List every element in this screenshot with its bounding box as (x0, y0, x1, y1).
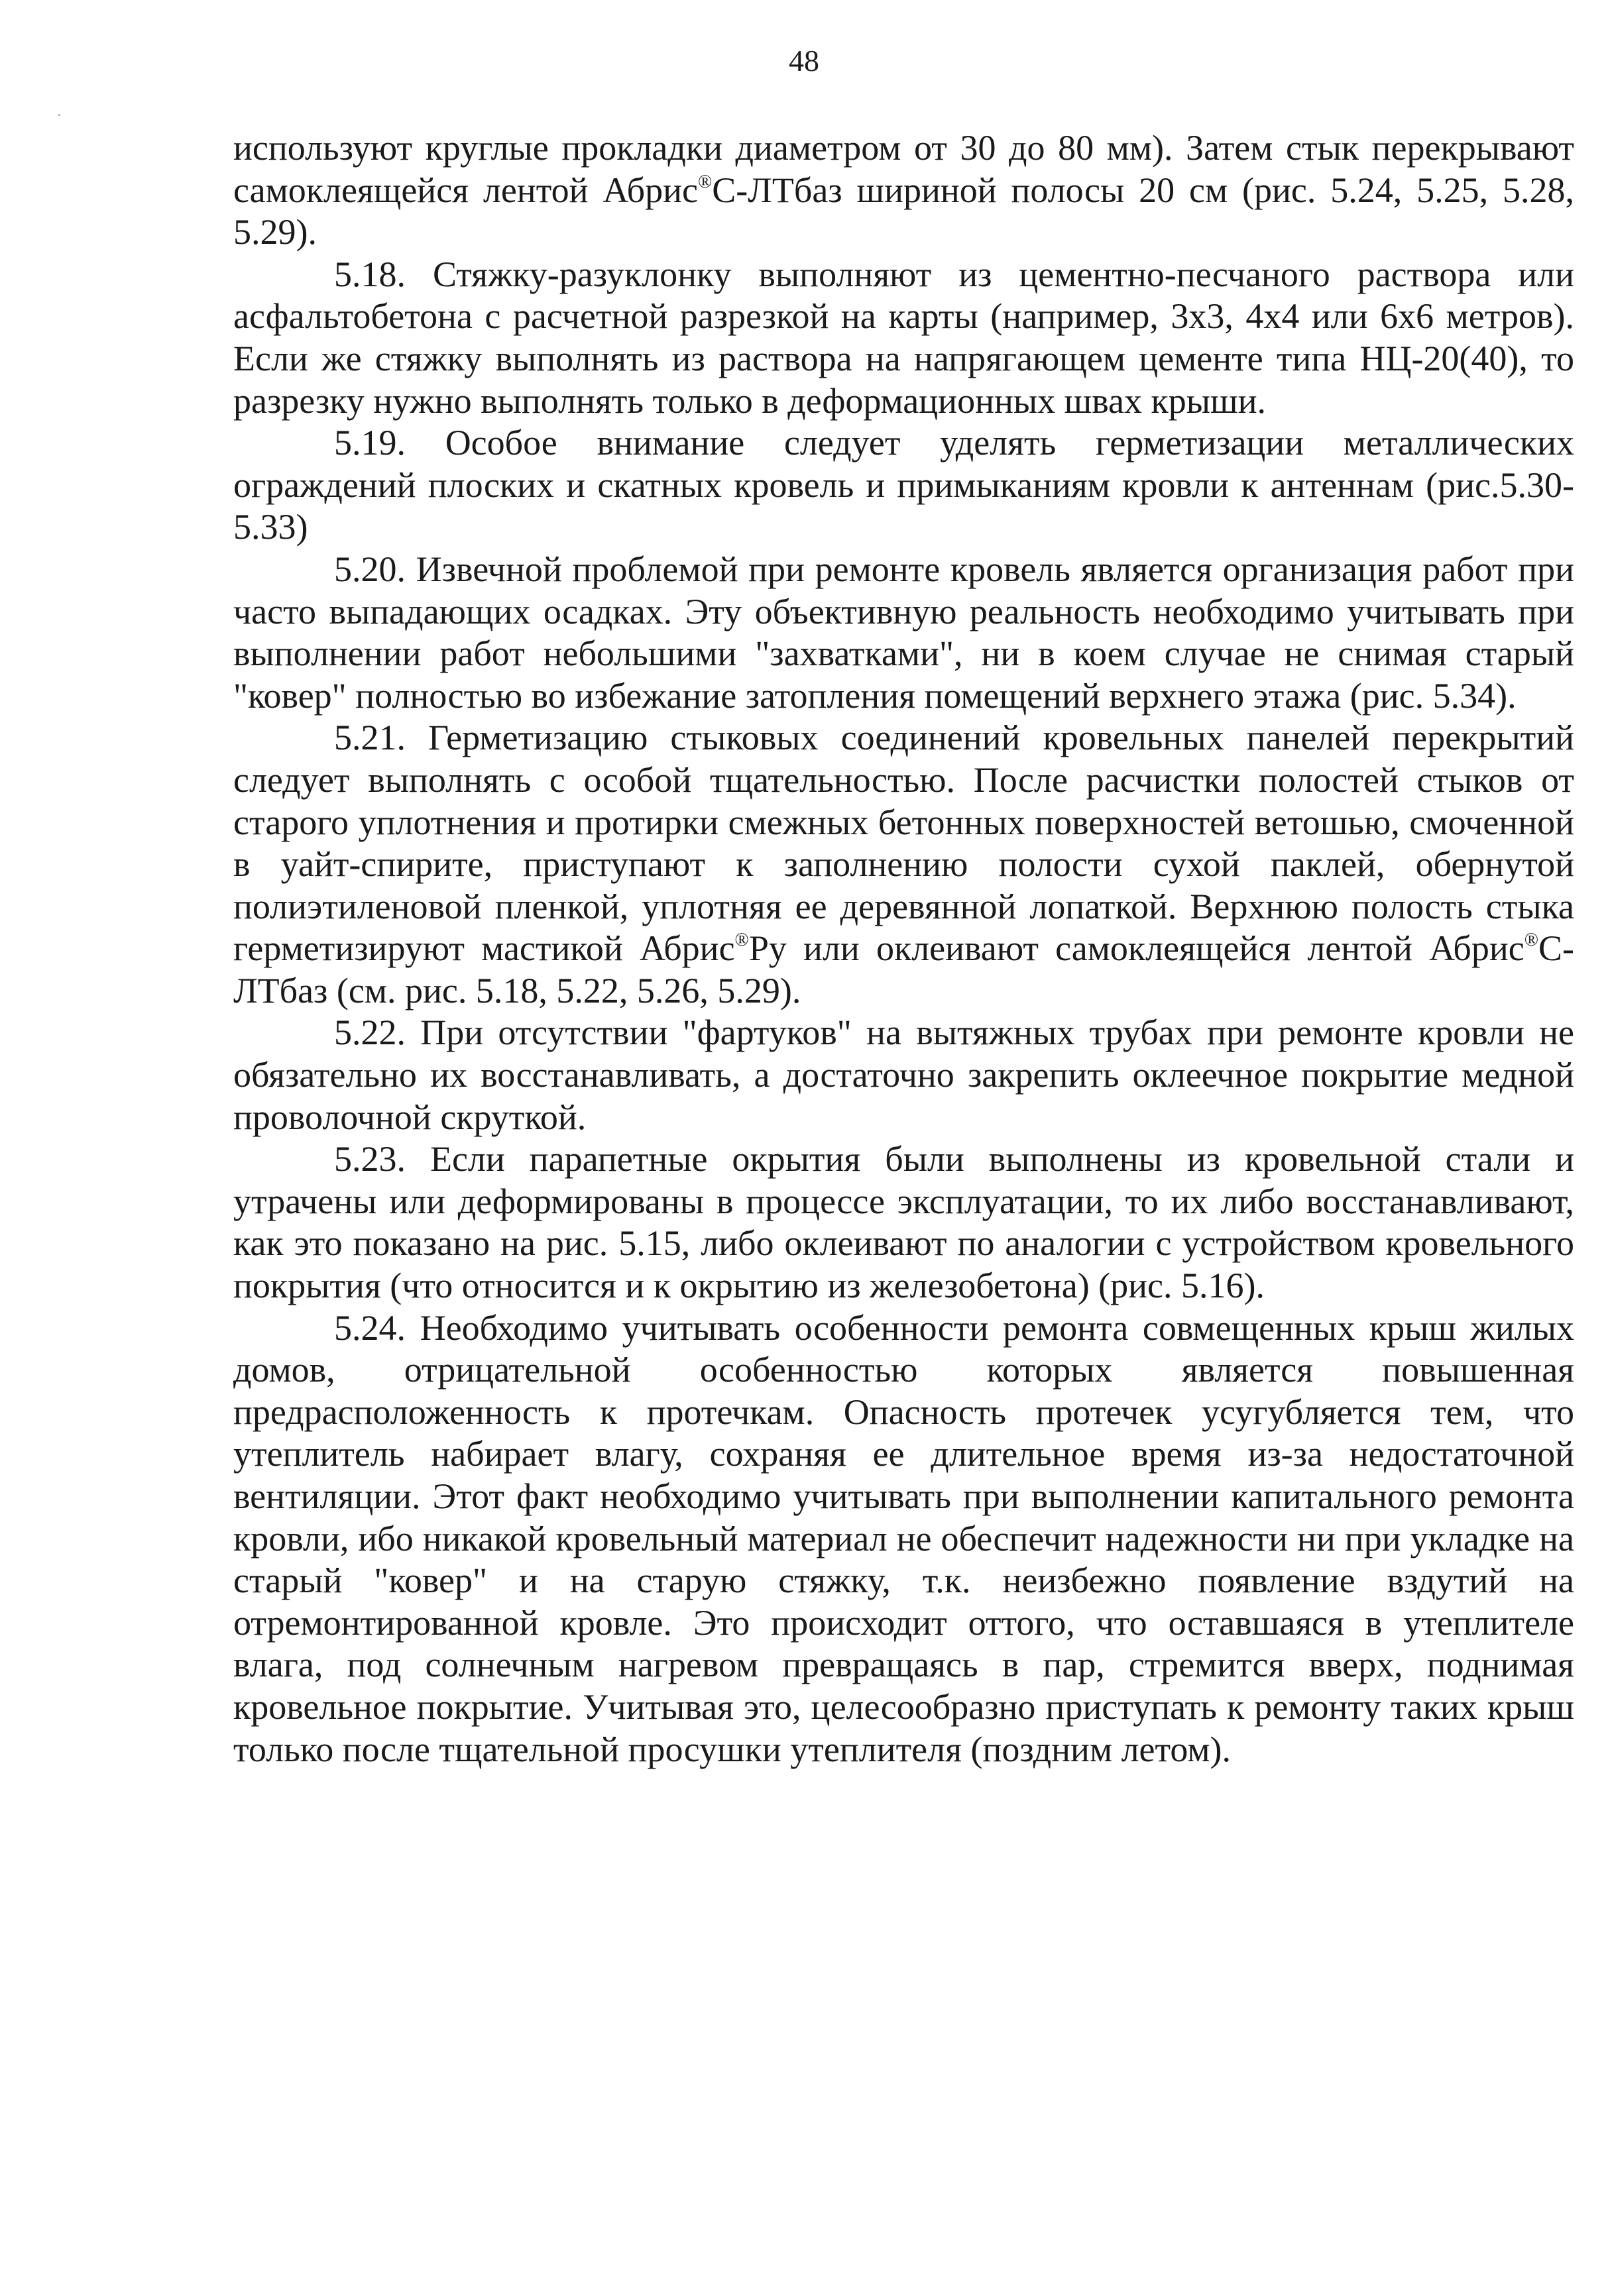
paragraph-intro-text-a: используют круглые прокладки диаметром от 30 до 80 мм). Затем стык перекрывают самоклеящейся лентой Абрис (233, 128, 1574, 210)
paragraph-intro (233, 127, 1574, 254)
registered-mark: ® (1524, 930, 1538, 951)
paragraph-5-21-text-b: Ру или оклеивают самоклеящейся лентой Абрис (748, 928, 1524, 969)
paragraph-5-21-text-c: С-ЛТбаз (см. рис. 5.18, 5.22, 5.26, 5.29). (233, 928, 1574, 1011)
paragraph-5-24: 5.24. Необходимо учитывать особенности ремонта совмещенных крыш жилых домов, отрицательной особенностью которых является повышенная предрасположенность к протечкам. Опасность протечек усугубляется тем, что утеплитель набирает влагу, сохраняя ее длительное время из-за недостаточной вентиляции. Этот факт необходимо учитывать при выполнении капитального ремонта кровли, ибо никакой кровельный материал не обеспечит надежности ни при укладке на старый "ковер" и на старую стяжку, т.к. неизбежно появление вздутий на отремонтированной кровле. Это происходит оттого, что оставшаяся в утеплителе влага, под солнечным нагревом превращаясь в пар, стремится вверх, поднимая кровельное покрытие. Учитывая это, целесообразно приступать к ремонту таких крыш только после тщательной просушки утеплителя (поздним летом). (233, 1307, 1574, 1769)
paragraph-5-18: 5.18. Стяжку-разуклонку выполняют из цементно-песчаного раствора или асфальтобетона с расчетной разрезкой на карты (например, 3x3, 4x4 или 6x6 метров). Если же стяжку выполнять из раствора на напрягающем цементе типа НЦ-20(40), то разрезку нужно выполнять только в деформационных швах крыши. (233, 254, 1574, 421)
paragraph-5-21-text-a: 5.21. Герметизацию стыковых соединений кровельных панелей перекрытий следует выполнять с особой тщательностью. После расчистки полостей стыков от старого уплотнения и протирки смежных бетонных поверхностей ветошью, смоченной в уайт-спирите, приступают к заполнению полости сухой паклей, обернутой полиэтиленовой пленкой, уплотняя ее деревянной лопаткой. Верхнюю полость стыка герметизируют мастикой Абрис (233, 718, 1574, 969)
paragraph-5-20: 5.20. Извечной проблемой при ремонте кровель является организация работ при часто выпадающих осадках. Эту объективную реальность необходимо учитывать при выполнении работ небольшими "захватками", ни в коем случае не снимая старый "ковер" полностью во избежание затопления помещений верхнего этажа (рис. 5.34). (233, 549, 1574, 716)
paragraph-5-21 (233, 717, 1574, 1012)
paragraph-5-22: 5.22. При отсутствии "фартуков" на вытяжных трубах при ремонте кровли не обязательно их восстанавливать, а достаточно закрепить оклеечное покрытие медной проволочной скруткой. (233, 1012, 1574, 1137)
paragraph-5-23: 5.23. Если парапетные окрытия были выполнены из кровельной стали и утрачены или деформированы в процессе эксплуатации, то их либо восстанавливают, как это показано на рис. 5.15, либо оклеивают по аналогии с устройством кровельного покрытия (что относится и к окрытию из железобетона) (рис. 5.16). (233, 1139, 1574, 1306)
document-body (233, 127, 1574, 1771)
registered-mark: ® (734, 930, 749, 951)
paragraph-5-19: 5.19. Особое внимание следует уделять герметизации металлических ограждений плоских и скатных кровель и примыканиям кровли к антеннам (рис.5.30-5.33) (233, 423, 1574, 547)
page-number: 48 (789, 44, 819, 78)
scan-speck (58, 114, 60, 116)
paragraph-intro-text-b: С-ЛТбаз шириной полосы 20 см (рис. 5.24, 5.25, 5.28, 5.29). (233, 170, 1574, 252)
registered-mark: ® (697, 171, 713, 192)
